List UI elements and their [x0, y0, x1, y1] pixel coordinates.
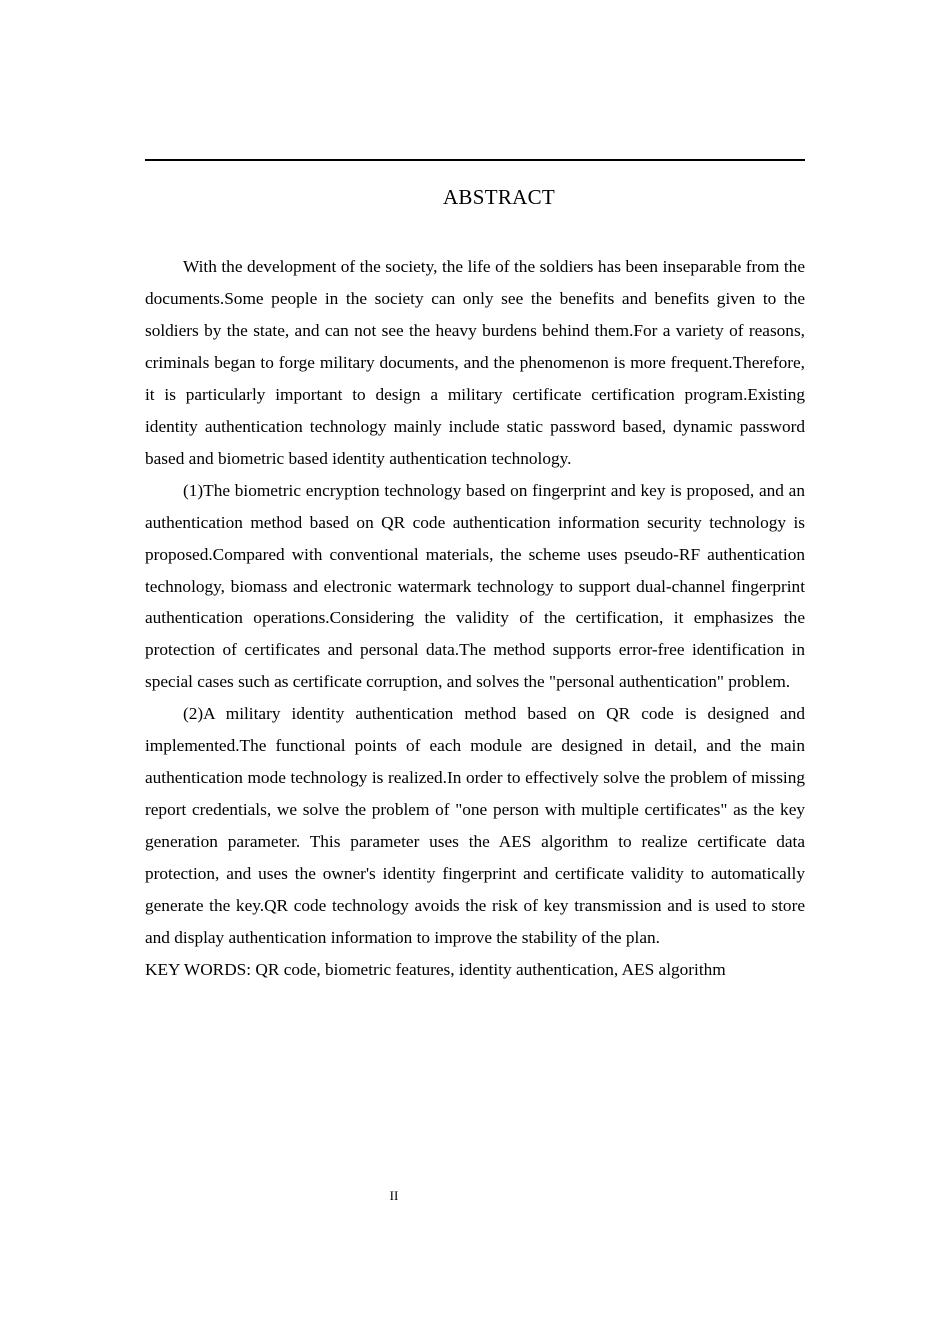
keywords-line: KEY WORDS: QR code, biometric features, identity authentication, AES algorithm: [145, 959, 726, 979]
header-rule: [145, 159, 805, 161]
abstract-title: ABSTRACT: [442, 185, 556, 209]
page-number: II: [389, 1188, 399, 1203]
abstract-body: [145, 251, 805, 986]
abstract-paragraph-2: (1)The biometric encryption technology based on fingerprint and key is proposed, and an authentication method based on QR code authentication information security technology is proposed.Compared with conventional materials, the scheme uses pseudo-RF authentication technology, biomass and electronic watermark technology to support dual-channel fingerprint authentication operations.Considering the validity of the certification, it emphasizes the protection of certificates and personal data.The method supports error-free identification in special cases such as certificate corruption, and solves the "personal authentication" problem.: [145, 480, 805, 692]
abstract-paragraph-3: (2)A military identity authentication method based on QR code is designed and implemented.The functional points of each module are designed in detail, and the main authentication mode technology is realized.In order to effectively solve the problem of missing report credentials, we solve the problem of "one person with multiple certificates" as the key generation parameter. This parameter uses the AES algorithm to realize certificate data protection, and uses the owner's identity fingerprint and certificate validity to automatically generate the key.QR code technology avoids the risk of key transmission and is used to store and display authentication information to improve the stability of the plan.: [145, 704, 805, 948]
abstract-paragraph-1: With the development of the society, the life of the soldiers has been inseparable from the documents.Some people in the society can only see the benefits and benefits given to the soldiers by the state, and can not see the heavy burdens behind them.For a variety of reasons, criminals began to forge military documents, and the phenomenon is more frequent.Therefore, it is particularly important to design a military certificate certification program.Existing identity authentication technology mainly include static password based, dynamic password based and biometric based identity authentication technology.: [145, 257, 805, 468]
